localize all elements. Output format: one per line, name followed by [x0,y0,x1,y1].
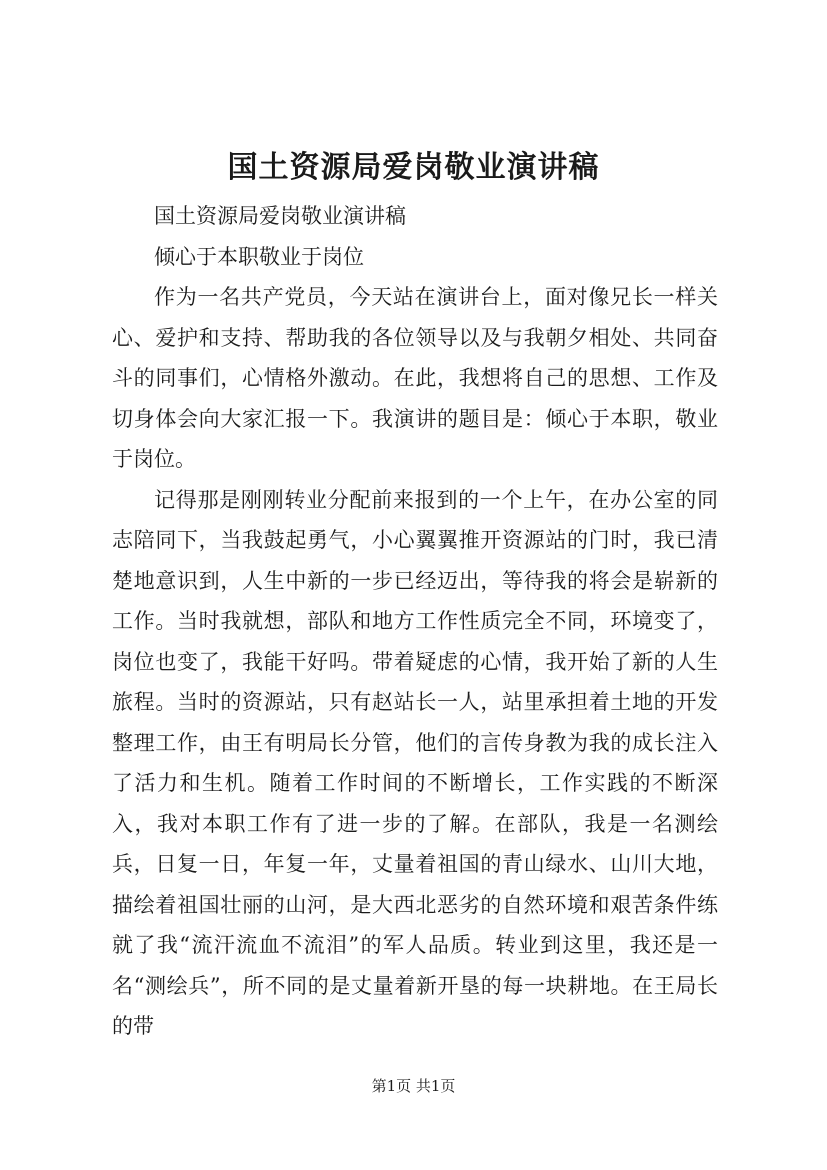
speech-heading: 倾心于本职敬业于岗位 [154,244,364,269]
document-title: 国土资源局爱岗敬业演讲稿 [227,150,600,185]
page-footer: 第1页 共1页 [371,1077,456,1095]
document-subtitle: 国土资源局爱岗敬业演讲稿 [154,204,406,228]
document-body [112,196,718,1047]
body-paragraph-2: 记得那是刚刚转业分配前来报到的一个上午，在办公室的同志陪同下，当我鼓起勇气，小心翼翼推开资源站的门时，我已清楚地意识到，人生中新的一步已经迈出，等待我的将会是崭新的工作。当时我就想，部队和地方工作性质完全不同，环境变了，岗位也变了，我能干好吗。带着疑虑的心情，我开始了新的人生旅程。当时的资源站，只有赵站长一人，站里承担着土地的开发整理工作，由王有明局长分管，他们的言传身教为我的成长注入了活力和生机。随着工作时间的不断增长，工作实践的不断深入，我对本职工作有了进一步的了解。在部队，我是一名测绘兵，日复一日，年复一年，丈量着祖国的青山绿水、山川大地，描绘着祖国壮丽的山河，是大西北恶劣的自然环境和艰苦条件练就了我“流汗流血不流泪”的军人品质。转业到这里，我还是一名“测绘兵”，所不同的是丈量着新开垦的每一块耕地。在王局长的带 [112,487,718,1038]
body-paragraph-1: 作为一名共产党员，今天站在演讲台上，面对像兄长一样关心、爱护和支持、帮助我的各位领导以及与我朝夕相处、共同奋斗的同事们，心情格外激动。在此，我想将自己的思想、工作及切身体会向大家汇报一下。我演讲的题目是：倾心于本职，敬业于岗位。 [112,285,718,471]
